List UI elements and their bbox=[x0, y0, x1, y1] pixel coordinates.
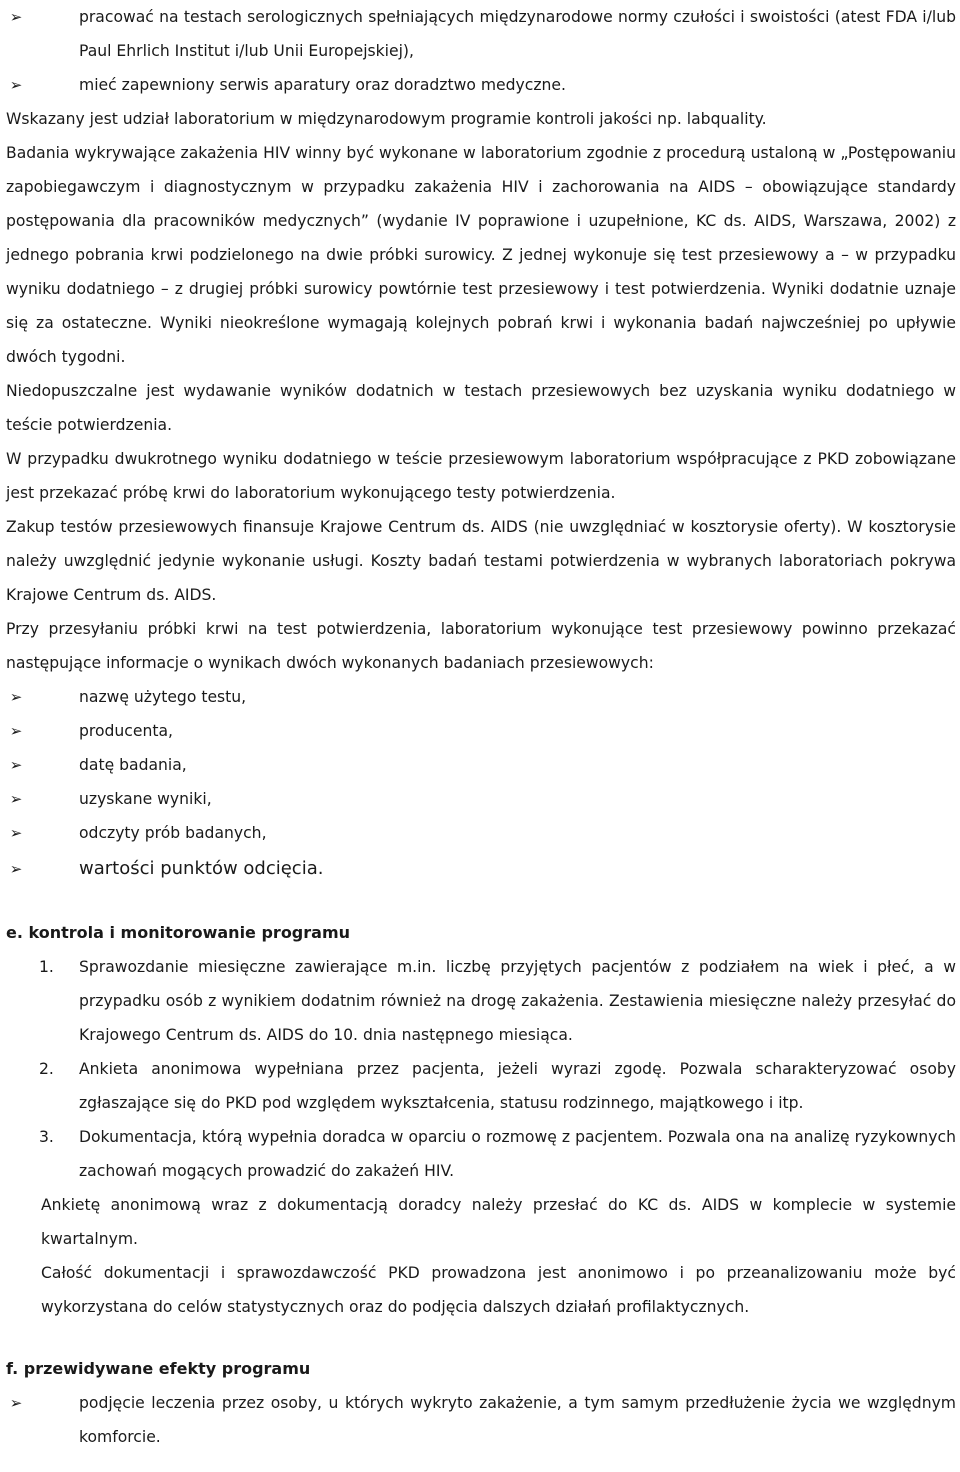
list-item-text: Ankieta anonimowa wypełniana przez pacjenta, jeżeli wyrazi zgodę. Pozwala scharakteryzować osoby zgłaszające się do PKD pod względem wykształcenia, statusu rodzinnego, majątkowego i itp. bbox=[79, 1060, 956, 1112]
list-item-text: mieć zapewniony serwis aparatury oraz doradztwo medyczne. bbox=[79, 76, 566, 94]
list-item-text: datę badania, bbox=[79, 756, 187, 774]
list-item-number: 3. bbox=[39, 1128, 54, 1146]
paragraph: Zakup testów przesiewowych finansuje Krajowe Centrum ds. AIDS (nie uwzględniać w kosztorysie oferty). W kosztorysie należy uwzględnić jedynie wykonanie usługi. Koszty badań testami potwierdzenia w wybranych laboratoriach pokrywa Krajowe Centrum ds. AIDS. bbox=[6, 518, 956, 604]
paragraph: Ankietę anonimową wraz z dokumentacją doradcy należy przesłać do KC ds. AIDS w komplecie w systemie kwartalnym. bbox=[41, 1196, 956, 1248]
paragraph: Niedopuszczalne jest wydawanie wyników dodatnich w testach przesiewowych bez uzyskania wyniku dodatniego w teście potwierdzenia. bbox=[6, 382, 956, 434]
effects-list bbox=[6, 1386, 956, 1454]
list-item bbox=[6, 68, 956, 102]
list-item-number: 2. bbox=[39, 1060, 54, 1078]
list-item-number: 1. bbox=[39, 958, 54, 976]
list-item bbox=[6, 782, 956, 816]
info-list bbox=[6, 680, 956, 888]
paragraph: Całość dokumentacji i sprawozdawczość PKD prowadzona jest anonimowo i po przeanalizowaniu może być wykorzystana do celów statystycznych oraz do podjęcia dalszych działań profilaktycznych. bbox=[41, 1264, 956, 1316]
requirements-list bbox=[6, 0, 956, 102]
list-item bbox=[6, 816, 956, 850]
list-item bbox=[6, 748, 956, 782]
list-item bbox=[6, 1052, 956, 1120]
paragraph: Wskazany jest udział laboratorium w międzynarodowym programie kontroli jakości np. labquality. bbox=[6, 110, 767, 128]
list-item-text: nazwę użytego testu, bbox=[79, 688, 247, 706]
list-item bbox=[6, 950, 956, 1052]
list-item-text: Sprawozdanie miesięczne zawierające m.in. liczbę przyjętych pacjentów z podziałem na wiek i płeć, a w przypadku osób z wynikiem dodatnim również na drogę zakażenia. Zestawienia miesięczne należy przesyłać do Krajowego Centrum ds. AIDS do 10. dnia następnego miesiąca. bbox=[79, 958, 956, 1044]
monitoring-list bbox=[6, 950, 956, 1188]
list-item-text: pracować na testach serologicznych spełniających międzynarodowe normy czułości i swoistości (atest FDA i/lub Paul Ehrlich Institut i/lub Unii Europejskiej), bbox=[79, 8, 956, 60]
spacer bbox=[6, 1324, 956, 1352]
list-item-text: producenta, bbox=[79, 722, 173, 740]
section-heading-f: f. przewidywane efekty programu bbox=[6, 1359, 311, 1378]
arrowhead-bullet-icon: ➢ bbox=[9, 8, 23, 26]
list-item bbox=[6, 1120, 956, 1188]
list-item-text: wartości punktów odcięcia. bbox=[79, 858, 324, 879]
arrowhead-bullet-icon: ➢ bbox=[9, 1394, 23, 1412]
list-item-text: uzyskane wyniki, bbox=[79, 790, 212, 808]
list-item-text: odczyty prób badanych, bbox=[79, 824, 267, 842]
list-item bbox=[6, 850, 956, 888]
arrowhead-bullet-icon: ➢ bbox=[9, 76, 23, 94]
list-item-text: podjęcie leczenia przez osoby, u których wykryto zakażenie, a tym samym przedłużenie życia we względnym komforcie. bbox=[79, 1394, 956, 1446]
paragraph: W przypadku dwukrotnego wyniku dodatniego w teście przesiewowym laboratorium współpracujące z PKD zobowiązane jest przekazać próbę krwi do laboratorium wykonującego testy potwierdzenia. bbox=[6, 450, 956, 502]
arrowhead-bullet-icon: ➢ bbox=[9, 790, 23, 808]
arrowhead-bullet-icon: ➢ bbox=[9, 860, 23, 878]
arrowhead-bullet-icon: ➢ bbox=[9, 756, 23, 774]
paragraph: Przy przesyłaniu próbki krwi na test potwierdzenia, laboratorium wykonujące test przesiewowy powinno przekazać następujące informacje o wynikach dwóch wykonanych badaniach przesiewowych: bbox=[6, 620, 956, 672]
paragraph: Badania wykrywające zakażenia HIV winny być wykonane w laboratorium zgodnie z procedurą ustaloną w „Postępowaniu zapobiegawczym i diagnostycznym w przypadku zakażenia HIV i zachorowania na AIDS – obowiązujące standardy postępowania dla pracowników medycznych” (wydanie IV poprawione i uzupełnione, KC ds. AIDS, Warszawa, 2002) z jednego pobrania krwi podzielonego na dwie próbki surowicy. Z jednej wykonuje się test przesiewowy a – w przypadku wyniku dodatniego – z drugiej próbki surowicy powtórnie test przesiewowy i test potwierdzenia. Wyniki dodatnie uznaje się za ostateczne. Wyniki nieokreślone wymagają kolejnych pobrań krwi i wykonania badań najwcześniej po upływie dwóch tygodni. bbox=[6, 144, 956, 366]
list-item-text: Dokumentacja, którą wypełnia doradca w oparciu o rozmowę z pacjentem. Pozwala ona na analizę ryzykownych zachowań mogących prowadzić do zakażeń HIV. bbox=[79, 1128, 956, 1180]
list-item bbox=[6, 0, 956, 68]
list-item bbox=[6, 714, 956, 748]
arrowhead-bullet-icon: ➢ bbox=[9, 688, 23, 706]
arrowhead-bullet-icon: ➢ bbox=[9, 722, 23, 740]
list-item bbox=[6, 680, 956, 714]
list-item bbox=[6, 1386, 956, 1454]
arrowhead-bullet-icon: ➢ bbox=[9, 824, 23, 842]
spacer bbox=[6, 888, 956, 916]
section-heading-e: e. kontrola i monitorowanie programu bbox=[6, 923, 351, 942]
